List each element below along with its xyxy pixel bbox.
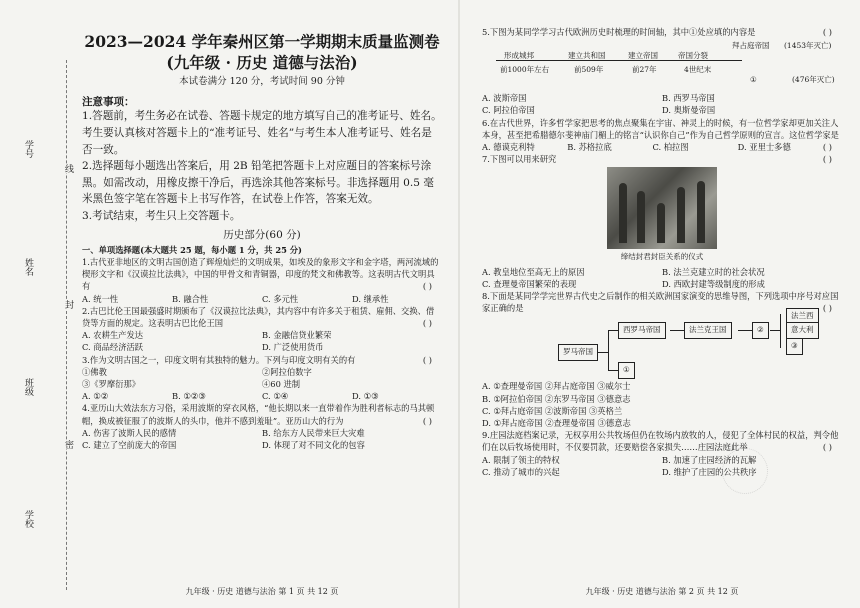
option: D. 广泛使用货币 [262, 342, 324, 353]
question-1 [82, 256, 442, 305]
question-6 [482, 117, 842, 154]
option: B. 法兰克建立时的社会状况 [662, 266, 765, 277]
timeline-upper-box: 拜占庭帝国 [732, 41, 770, 51]
option-list [82, 427, 442, 451]
school-label: 学校 [23, 510, 33, 528]
answer-paren: ( ) [822, 154, 832, 165]
timeline-date: 4世纪末 [684, 65, 712, 75]
item: ②阿拉伯数字 [262, 366, 312, 377]
seal-char-xian: 线 [63, 164, 73, 173]
flow-connector [598, 352, 608, 353]
option: A. 波斯帝国 [482, 93, 527, 104]
answer-paren: ( ) [422, 317, 432, 328]
option-list [482, 92, 842, 116]
option: A. 教皇地位至高无上的原因 [482, 266, 585, 277]
flow-connector [738, 330, 752, 331]
option: C. 商品经济活跃 [82, 342, 144, 353]
photo-caption: 缔结封君封臣关系的仪式 [620, 252, 704, 262]
item: ④60 进制 [262, 379, 301, 389]
option-list [482, 141, 823, 153]
option: A. 伤害了波斯人民的感情 [82, 427, 177, 438]
option-list [482, 266, 842, 290]
flow-node-frank: 法兰克王国 [684, 322, 732, 338]
option: B. 苏格拉底 [567, 142, 612, 153]
option: C. 查理曼帝国繁荣的表现 [482, 278, 577, 289]
page-footer: 九年级 · 历史 道德与法治 第 1 页 共 12 页 [185, 586, 339, 596]
timeline-lower-date: (476年灭亡) [792, 75, 835, 85]
class-label: 班级 [23, 378, 33, 396]
student-id-label: 学号 [23, 140, 33, 158]
flow-connector [670, 330, 684, 331]
exam-subtitle: (九年级 · 历史 道德与法治) [166, 53, 358, 72]
option: C. 推动了城市的兴起 [482, 466, 560, 477]
flow-connector [780, 314, 781, 348]
option: A. 农耕生产发达 [82, 330, 144, 341]
cut-line [66, 60, 67, 590]
option: D. 奥斯曼帝国 [662, 105, 716, 116]
figure-shape [619, 183, 627, 243]
exam-title: 2023—2024 学年秦州区第一学期期末质量监测卷 [84, 32, 440, 51]
option: B. 西罗马帝国 [662, 93, 715, 104]
option: D. ①③ [352, 391, 379, 402]
question-7 [482, 153, 842, 290]
question-8 [482, 290, 842, 429]
option: A. 限制了领主的特权 [482, 454, 560, 465]
option: C. ①④ [262, 391, 289, 402]
option: C. 阿拉伯帝国 [482, 105, 535, 116]
question-3 [82, 354, 442, 403]
notice-item: 1.答题前，考生务必在试卷、答题卡规定的地方填写自己的准考证号、姓名。考生要认真核对答题卡上的“准考证号、姓名”与考生本人准考证号、姓名是否一致。 [82, 110, 442, 156]
item-list [82, 366, 442, 390]
question-stem: 9.庄园法庭档案记录，无权享用公共牧场但仍在牧场内放牧的人，侵犯了全体村民的权益，判令他们在以后牧场使用时，不仅要罚款，还要赔偿各家损失……庄园法庭此举 [482, 430, 839, 453]
option: D. 体现了对不同文化的包容 [262, 440, 365, 451]
question-stem: 1.古代亚非地区的文明古国创造了辉煌灿烂的文明成果，如埃及的象形文字和金字塔，两河流域的楔形文字和《汉谟拉比法典》，中国的甲骨文和青铜器，印度的梵文和佛教等。这表明古代文明具有 [82, 256, 439, 292]
flow-node-root: 罗马帝国 [558, 344, 598, 360]
timeline-event: 帝国分裂 [678, 51, 708, 61]
option: A. ①② [82, 391, 109, 402]
flow-node-france: 法兰西 [786, 308, 819, 324]
timeline-event: 建立共和国 [568, 51, 606, 61]
flow-node-3: ③ [786, 338, 803, 354]
flow-node-italy: 意大利 [786, 322, 819, 338]
option: B. 给东方人民带来巨大灾难 [262, 427, 365, 438]
answer-paren: ( ) [422, 281, 432, 292]
figure-shape [637, 191, 645, 243]
item: ①佛教 [82, 366, 107, 377]
notice-heading: 注意事项： [82, 96, 135, 109]
answer-paren: ( ) [422, 354, 432, 365]
question-5 [482, 26, 842, 117]
figure-shape [657, 203, 665, 243]
page-divider [458, 0, 460, 608]
answer-paren: ( ) [822, 442, 832, 453]
flow-node-1: ① [618, 362, 635, 378]
option-list [82, 293, 442, 305]
answer-paren: ( ) [822, 142, 832, 153]
timeline-date: 前509年 [574, 65, 604, 75]
exam-info: 本试卷满分 120 分，考试时间 90 分钟 [179, 76, 345, 87]
option-list [482, 380, 842, 429]
option: B. 金融信贷业繁荣 [262, 330, 332, 341]
flow-node-west-rome: 西罗马帝国 [618, 322, 666, 338]
option: A. ①查理曼帝国 ②拜占庭帝国 ③威尔士 [482, 381, 631, 392]
question-2 [82, 305, 442, 354]
flow-connector [608, 370, 618, 371]
option-list [82, 390, 442, 402]
question-stem: 8.下面是某同学学完世界古代史之后制作的相关欧洲国家演变的思维导图，下列选项中序号对应国家正确的是 [482, 291, 839, 314]
flow-connector [608, 330, 618, 331]
notice-list [82, 108, 442, 224]
option: C. 多元性 [262, 293, 299, 304]
option: A. 德谟克利特 [482, 142, 535, 153]
question-stem: 2.古巴比伦王国最强盛时期颁布了《汉谟拉比法典》，其内容中有许多关于租赁、雇佣、交换、借贷等方面的规定。这表明古巴比伦王国 [82, 305, 435, 328]
item: ③《罗摩衍那》 [82, 379, 141, 389]
answer-paren: ( ) [822, 303, 832, 314]
option-list [482, 454, 842, 478]
timeline-date: 前1000年左右 [500, 65, 550, 75]
question-stem: 3.作为文明古国之一，印度文明有其独特的魅力。下列与印度文明有关的有 [82, 354, 356, 365]
mind-map-diagram [482, 311, 842, 378]
timeline-upper-date: (1453年灭亡) [784, 41, 832, 51]
answer-paren: ( ) [422, 415, 432, 426]
option: B. 加速了庄园经济的瓦解 [662, 454, 757, 465]
question-stem: 7.下图可以用来研究 [482, 154, 557, 165]
seal-char-feng: 封 [63, 300, 73, 309]
name-label: 姓名 [23, 258, 33, 276]
option: C. 柏拉图 [652, 142, 689, 153]
timeline-lower-box: ① [750, 75, 757, 85]
ceremony-photo [607, 167, 717, 249]
notice-item: 3.考试结束，考生只上交答题卡。 [82, 209, 241, 222]
timeline-event: 形成城邦 [504, 51, 534, 61]
page-1 [82, 32, 442, 602]
question-9 [482, 429, 842, 478]
flow-connector [608, 330, 609, 370]
option: D. 继承性 [352, 293, 389, 304]
option: D. 西欧封建等级制度的形成 [662, 278, 765, 289]
binding-margin [0, 0, 78, 608]
flow-connector [770, 330, 780, 331]
option: D. ①拜占庭帝国 ②查理曼帝国 ③德意志 [482, 418, 631, 429]
timeline-date: 前27年 [632, 65, 657, 75]
figure-shape [677, 187, 685, 243]
seal-char-mi: 密 [63, 440, 73, 449]
option: C. 建立了空前庞大的帝国 [82, 440, 177, 451]
timeline-event: 建立帝国 [628, 51, 658, 61]
faint-stamp-mark [722, 448, 768, 494]
part-heading: 一、单项选择题(本大题共 25 题，每小题 1 分，共 25 分) [82, 244, 302, 255]
page-2 [482, 26, 842, 602]
option: D. 维护了庄园的公共秩序 [662, 466, 757, 477]
option-list [82, 329, 442, 353]
section-title: 历史部分(60 分) [223, 228, 301, 241]
flow-node-2: ② [752, 322, 769, 338]
option: B. ①阿拉伯帝国 ②东罗马帝国 ③德意志 [482, 393, 631, 404]
notice-item: 2.选择题每小题选出答案后，用 2B 铅笔把答题卡上对应题目的答案标号涂黑。如需改动，用橡皮擦干净后，再选涂其他答案标号。非选择题用 0.5 毫米黑色签字笔在答题卡上书写作答，在试卷上作答，答案无效。 [82, 160, 434, 206]
question-stem: 4.亚历山大效法东方习俗，采用波斯的穿衣风格，“他长期以来一直带着作为胜利者标志的马其顿帽，换成被征服了的波斯人的头巾，他并不感到羞耻”。亚历山大的行为 [82, 403, 435, 426]
option: C. ①拜占庭帝国 ②波斯帝国 ③英格兰 [482, 405, 623, 416]
answer-paren: ( ) [822, 27, 832, 37]
option: B. 融合性 [172, 293, 209, 304]
option: D. 亚里士多德 [737, 142, 791, 153]
figure-shape [697, 181, 705, 243]
question-4 [82, 402, 442, 451]
option: A. 统一性 [82, 293, 119, 304]
question-stem: 5.下图为某同学学习古代欧洲历史时梳理的时间轴，其中①处应填的内容是 [482, 27, 756, 37]
option: B. ①②③ [172, 391, 206, 402]
page-footer: 九年级 · 历史 道德与法治 第 2 页 共 12 页 [585, 586, 739, 596]
timeline-diagram [482, 40, 842, 90]
question-stem: 6.在古代世界，许多哲学家把思考的焦点聚集在宇宙、神灵上的时候，有一位哲学家却更加关注人本身，甚至把希腊德尔斐神庙门楣上的铭言“认识你自己”作为自己哲学原则的宣言。这位哲学家是 [482, 117, 839, 140]
